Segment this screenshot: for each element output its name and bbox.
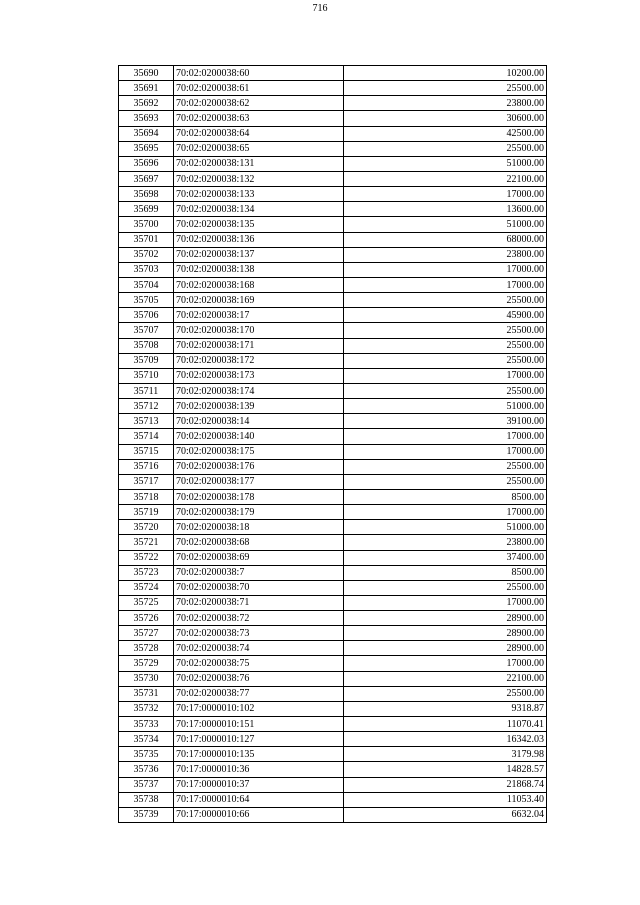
table-row [119, 611, 547, 626]
row-number-cell: 35728 [119, 641, 174, 656]
row-number-cell: 35692 [119, 96, 174, 111]
value-cell: 30600.00 [344, 111, 547, 126]
row-number-cell: 35696 [119, 156, 174, 171]
value-cell: 21868.74 [344, 777, 547, 792]
table-row [119, 202, 547, 217]
row-number-cell: 35712 [119, 399, 174, 414]
value-cell: 23800.00 [344, 535, 547, 550]
cadastral-number-cell: 70:02:0200038:132 [174, 171, 344, 186]
table-row [119, 520, 547, 535]
row-number-cell: 35702 [119, 247, 174, 262]
value-cell: 25500.00 [344, 580, 547, 595]
cadastral-number-cell: 70:02:0200038:74 [174, 641, 344, 656]
value-cell: 3179.98 [344, 747, 547, 762]
cadastral-number-cell: 70:02:0200038:179 [174, 505, 344, 520]
table-row [119, 717, 547, 732]
row-number-cell: 35705 [119, 293, 174, 308]
table-row [119, 171, 547, 186]
table-body [119, 66, 547, 823]
value-cell: 25500.00 [344, 383, 547, 398]
cadastral-number-cell: 70:17:0000010:151 [174, 717, 344, 732]
value-cell: 42500.00 [344, 126, 547, 141]
cadastral-number-cell: 70:02:0200038:76 [174, 671, 344, 686]
value-cell: 11070.41 [344, 717, 547, 732]
table-row [119, 323, 547, 338]
value-cell: 51000.00 [344, 217, 547, 232]
value-cell: 17000.00 [344, 444, 547, 459]
table-row [119, 338, 547, 353]
cadastral-number-cell: 70:02:0200038:139 [174, 399, 344, 414]
row-number-cell: 35732 [119, 701, 174, 716]
table-row [119, 701, 547, 716]
value-cell: 25500.00 [344, 81, 547, 96]
row-number-cell: 35737 [119, 777, 174, 792]
value-cell: 25500.00 [344, 141, 547, 156]
row-number-cell: 35733 [119, 717, 174, 732]
row-number-cell: 35730 [119, 671, 174, 686]
table-row [119, 277, 547, 292]
row-number-cell: 35720 [119, 520, 174, 535]
table-row [119, 187, 547, 202]
cadastral-number-cell: 70:02:0200038:70 [174, 580, 344, 595]
table-row [119, 414, 547, 429]
cadastral-number-cell: 70:02:0200038:176 [174, 459, 344, 474]
value-cell: 37400.00 [344, 550, 547, 565]
table-row [119, 96, 547, 111]
row-number-cell: 35725 [119, 595, 174, 610]
table-row [119, 762, 547, 777]
table-row [119, 489, 547, 504]
table-row [119, 807, 547, 822]
cadastral-number-cell: 70:02:0200038:170 [174, 323, 344, 338]
table-row [119, 247, 547, 262]
value-cell: 45900.00 [344, 308, 547, 323]
value-cell: 51000.00 [344, 399, 547, 414]
value-cell: 25500.00 [344, 353, 547, 368]
table-row [119, 262, 547, 277]
value-cell: 28900.00 [344, 611, 547, 626]
value-cell: 23800.00 [344, 247, 547, 262]
table-row [119, 626, 547, 641]
value-cell: 17000.00 [344, 262, 547, 277]
table-row [119, 747, 547, 762]
table-row [119, 686, 547, 701]
cadastral-number-cell: 70:02:0200038:72 [174, 611, 344, 626]
value-cell: 17000.00 [344, 656, 547, 671]
value-cell: 17000.00 [344, 429, 547, 444]
row-number-cell: 35714 [119, 429, 174, 444]
value-cell: 25500.00 [344, 293, 547, 308]
table-row [119, 141, 547, 156]
table-row [119, 459, 547, 474]
row-number-cell: 35691 [119, 81, 174, 96]
cadastral-number-cell: 70:02:0200038:14 [174, 414, 344, 429]
cadastral-number-cell: 70:02:0200038:62 [174, 96, 344, 111]
value-cell: 14828.57 [344, 762, 547, 777]
table-row [119, 429, 547, 444]
value-cell: 17000.00 [344, 368, 547, 383]
value-cell: 17000.00 [344, 595, 547, 610]
value-cell: 16342.03 [344, 732, 547, 747]
cadastral-number-cell: 70:02:0200038:174 [174, 383, 344, 398]
cadastral-number-cell: 70:02:0200038:137 [174, 247, 344, 262]
cadastral-number-cell: 70:02:0200038:63 [174, 111, 344, 126]
page-number: 716 [312, 3, 328, 14]
cadastral-number-cell: 70:02:0200038:17 [174, 308, 344, 323]
row-number-cell: 35729 [119, 656, 174, 671]
table-row [119, 641, 547, 656]
row-number-cell: 35722 [119, 550, 174, 565]
value-cell: 17000.00 [344, 187, 547, 202]
table-row [119, 66, 547, 81]
cadastral-number-cell: 70:02:0200038:168 [174, 277, 344, 292]
table-row [119, 232, 547, 247]
table-row [119, 550, 547, 565]
cadastral-number-cell: 70:02:0200038:131 [174, 156, 344, 171]
row-number-cell: 35739 [119, 807, 174, 822]
cadastral-number-cell: 70:02:0200038:175 [174, 444, 344, 459]
cadastral-number-cell: 70:02:0200038:61 [174, 81, 344, 96]
cadastral-number-cell: 70:02:0200038:134 [174, 202, 344, 217]
table-row [119, 444, 547, 459]
row-number-cell: 35700 [119, 217, 174, 232]
value-cell: 11053.40 [344, 792, 547, 807]
cadastral-number-cell: 70:02:0200038:75 [174, 656, 344, 671]
value-cell: 22100.00 [344, 171, 547, 186]
row-number-cell: 35735 [119, 747, 174, 762]
value-cell: 51000.00 [344, 520, 547, 535]
value-cell: 23800.00 [344, 96, 547, 111]
cadastral-number-cell: 70:02:0200038:172 [174, 353, 344, 368]
table-row [119, 474, 547, 489]
table-row [119, 368, 547, 383]
row-number-cell: 35707 [119, 323, 174, 338]
cadastral-number-cell: 70:17:0000010:37 [174, 777, 344, 792]
row-number-cell: 35706 [119, 308, 174, 323]
row-number-cell: 35709 [119, 353, 174, 368]
cadastral-number-cell: 70:17:0000010:127 [174, 732, 344, 747]
table-row [119, 353, 547, 368]
cadastral-number-cell: 70:02:0200038:64 [174, 126, 344, 141]
row-number-cell: 35731 [119, 686, 174, 701]
table-row [119, 126, 547, 141]
table-row [119, 293, 547, 308]
row-number-cell: 35690 [119, 66, 174, 81]
row-number-cell: 35708 [119, 338, 174, 353]
row-number-cell: 35734 [119, 732, 174, 747]
value-cell: 25500.00 [344, 338, 547, 353]
table-row [119, 580, 547, 595]
table-row [119, 535, 547, 550]
row-number-cell: 35693 [119, 111, 174, 126]
cadastral-number-cell: 70:02:0200038:169 [174, 293, 344, 308]
cadastral-number-cell: 70:02:0200038:68 [174, 535, 344, 550]
value-cell: 13600.00 [344, 202, 547, 217]
row-number-cell: 35694 [119, 126, 174, 141]
table-row [119, 111, 547, 126]
row-number-cell: 35695 [119, 141, 174, 156]
cadastral-number-cell: 70:17:0000010:135 [174, 747, 344, 762]
cadastral-number-cell: 70:02:0200038:178 [174, 489, 344, 504]
row-number-cell: 35738 [119, 792, 174, 807]
row-number-cell: 35723 [119, 565, 174, 580]
row-number-cell: 35736 [119, 762, 174, 777]
value-cell: 8500.00 [344, 565, 547, 580]
value-cell: 28900.00 [344, 641, 547, 656]
value-cell: 51000.00 [344, 156, 547, 171]
value-cell: 28900.00 [344, 626, 547, 641]
row-number-cell: 35697 [119, 171, 174, 186]
table-row [119, 399, 547, 414]
value-cell: 9318.87 [344, 701, 547, 716]
cadastral-number-cell: 70:02:0200038:60 [174, 66, 344, 81]
value-cell: 17000.00 [344, 277, 547, 292]
row-number-cell: 35718 [119, 489, 174, 504]
table-row [119, 732, 547, 747]
cadastral-number-cell: 70:02:0200038:140 [174, 429, 344, 444]
cadastral-number-cell: 70:02:0200038:7 [174, 565, 344, 580]
table-row [119, 383, 547, 398]
cadastral-number-cell: 70:02:0200038:73 [174, 626, 344, 641]
cadastral-number-cell: 70:02:0200038:18 [174, 520, 344, 535]
table-row [119, 81, 547, 96]
row-number-cell: 35713 [119, 414, 174, 429]
cadastral-number-cell: 70:17:0000010:36 [174, 762, 344, 777]
cadastral-number-cell: 70:02:0200038:133 [174, 187, 344, 202]
table-row [119, 505, 547, 520]
table-row [119, 308, 547, 323]
table-row [119, 777, 547, 792]
row-number-cell: 35716 [119, 459, 174, 474]
row-number-cell: 35717 [119, 474, 174, 489]
cadastral-number-cell: 70:02:0200038:65 [174, 141, 344, 156]
row-number-cell: 35724 [119, 580, 174, 595]
table-row [119, 565, 547, 580]
value-cell: 10200.00 [344, 66, 547, 81]
cadastral-number-cell: 70:02:0200038:136 [174, 232, 344, 247]
cadastral-number-cell: 70:02:0200038:177 [174, 474, 344, 489]
table-row [119, 671, 547, 686]
value-cell: 25500.00 [344, 459, 547, 474]
row-number-cell: 35698 [119, 187, 174, 202]
cadastral-number-cell: 70:02:0200038:69 [174, 550, 344, 565]
cadastral-number-cell: 70:02:0200038:138 [174, 262, 344, 277]
row-number-cell: 35701 [119, 232, 174, 247]
value-cell: 22100.00 [344, 671, 547, 686]
cadastral-number-cell: 70:02:0200038:71 [174, 595, 344, 610]
value-cell: 25500.00 [344, 323, 547, 338]
value-cell: 68000.00 [344, 232, 547, 247]
table-row [119, 156, 547, 171]
cadastral-number-cell: 70:02:0200038:171 [174, 338, 344, 353]
value-cell: 17000.00 [344, 505, 547, 520]
table-row [119, 656, 547, 671]
value-cell: 25500.00 [344, 686, 547, 701]
value-cell: 25500.00 [344, 474, 547, 489]
cadastral-number-cell: 70:02:0200038:173 [174, 368, 344, 383]
value-cell: 39100.00 [344, 414, 547, 429]
row-number-cell: 35715 [119, 444, 174, 459]
cadastral-value-table [118, 65, 547, 823]
cadastral-number-cell: 70:02:0200038:77 [174, 686, 344, 701]
value-cell: 8500.00 [344, 489, 547, 504]
cadastral-number-cell: 70:17:0000010:102 [174, 701, 344, 716]
row-number-cell: 35703 [119, 262, 174, 277]
cadastral-number-cell: 70:02:0200038:135 [174, 217, 344, 232]
table-row [119, 217, 547, 232]
row-number-cell: 35726 [119, 611, 174, 626]
row-number-cell: 35699 [119, 202, 174, 217]
table-row [119, 595, 547, 610]
row-number-cell: 35727 [119, 626, 174, 641]
table-row [119, 792, 547, 807]
cadastral-number-cell: 70:17:0000010:66 [174, 807, 344, 822]
row-number-cell: 35711 [119, 383, 174, 398]
row-number-cell: 35721 [119, 535, 174, 550]
row-number-cell: 35704 [119, 277, 174, 292]
value-cell: 6632.04 [344, 807, 547, 822]
row-number-cell: 35719 [119, 505, 174, 520]
row-number-cell: 35710 [119, 368, 174, 383]
cadastral-number-cell: 70:17:0000010:64 [174, 792, 344, 807]
